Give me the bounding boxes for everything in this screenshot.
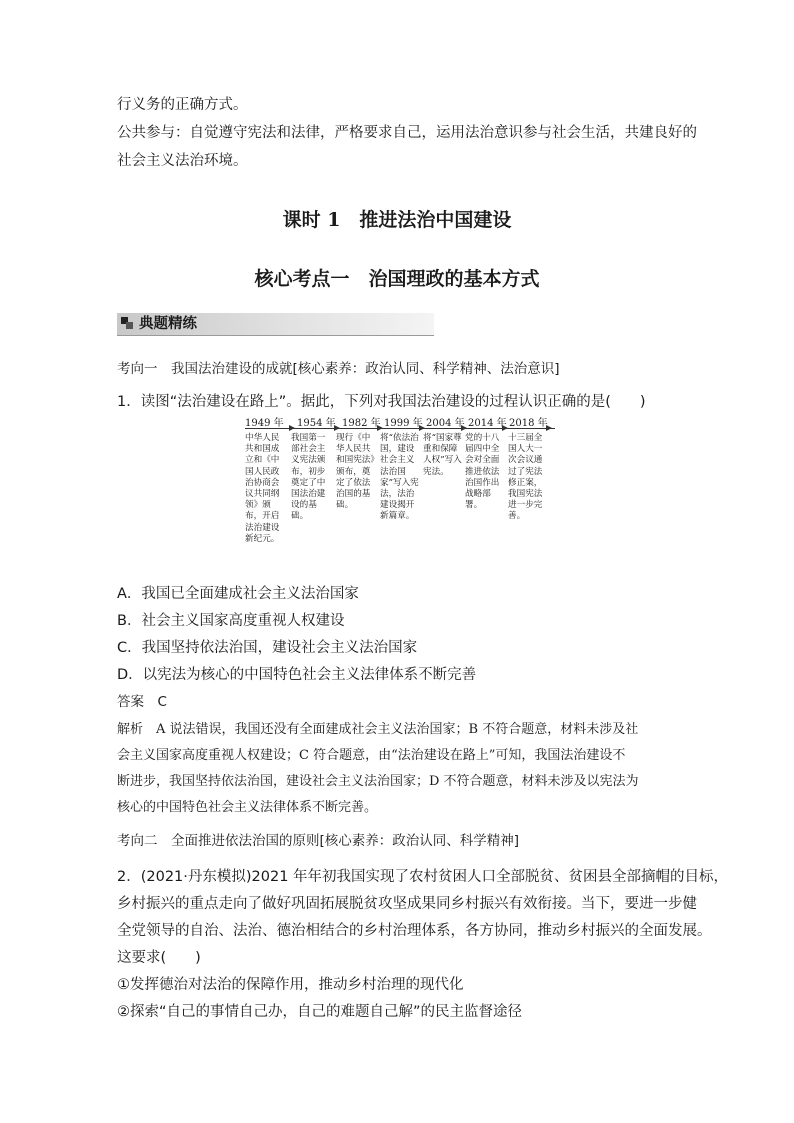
timeline-event: 十三届全国人大一次会议通过了宪法修正案，我国宪法进一步完善。 [508, 433, 543, 522]
q1-answer: 答案 C [117, 694, 167, 710]
timeline-event: 现行《中华人民共和国宪法》颁布，奠定了依法治国的基础。 [336, 433, 375, 511]
timeline-arrow-icon [289, 425, 295, 431]
q2-direction: 考向二 全面推进依法治国的原则[核心素养：政治认同、科学精神] [117, 833, 520, 849]
timeline-event: 将“国家尊重和保障人权”写入宪法。 [423, 433, 462, 477]
q1-option-c: C．我国坚持依法治国，建设社会主义法治国家 [117, 640, 418, 656]
section-header [117, 313, 434, 336]
q2-item: ②探索“自己的事情自己办，自己的难题自己解”的民主监督途径 [117, 1004, 523, 1020]
q2-stem-line: 2．(2021·丹东模拟)2021 年年初我国实现了农村贫困人口全部脱贫、贫困县全部摘帽的目标， [117, 869, 729, 885]
q1-option-d: D．以宪法为核心的中国特色社会主义法律体系不断完善 [117, 667, 477, 683]
q1-analysis-line: 断进步，我国坚持依法治国，建设社会主义法治国家；D 不符合题意，材料未涉及以宪法为 [117, 774, 639, 789]
q1-analysis-line: 会主义国家高度重视人权建设；C 符合题意，由“法治建设在路上”可知，我国法治建设不 [117, 748, 626, 763]
timeline-year: 2018 年 [509, 418, 548, 429]
timeline-event: 将“依法治国，建设社会主义法治国家”写入宪法，法治建设揭开新篇章。 [380, 433, 419, 522]
section-label: 典题精练 [139, 316, 197, 332]
q1-option-b: B．社会主义国家高度重视人权建设 [117, 613, 345, 629]
q1-direction: 考向一 我国法治建设的成就[核心素养：政治认同、科学精神、法治意识] [117, 361, 560, 377]
timeline-figure [245, 418, 555, 568]
q1-stem: 1．读图“法治建设在路上”。据此，下列对我国法治建设的过程认识正确的是( ) [117, 394, 646, 410]
q1-option-a: A．我国已全面建成社会主义法治国家 [117, 586, 359, 602]
core-title: 核心考点一 治国理政的基本方式 [254, 268, 540, 290]
timeline-event: 我国第一部社会主义宪法颁布，初步奠定了中国法治建设的基础。 [291, 433, 326, 522]
intro-line-1: 行义务的正确方式。 [117, 97, 248, 113]
timeline-year: 1982 年 [342, 418, 381, 429]
intro-line-2: 公共参与：自觉遵守宪法和法律，严格要求自己，运用法治意识参与社会生活，共建良好的 [117, 125, 697, 141]
timeline-arrow-icon [546, 425, 552, 431]
timeline-year: 2004 年 [426, 418, 465, 429]
intro-line-3: 社会主义法治环境。 [117, 153, 248, 169]
q2-stem-line: 乡村振兴的重点走向了做好巩固拓展脱贫攻坚成果同乡村振兴有效衔接。当下，要进一步健 [117, 896, 697, 912]
timeline-event: 党的十八届四中全会对全面推进依法治国作出战略部署。 [465, 433, 500, 511]
timeline-arrow-icon [377, 425, 383, 431]
timeline-year: 1954 年 [297, 418, 336, 429]
timeline-event: 中华人民共和国成立和《中国人民政治协商会议共同纲领》颁布，开启法治建设新纪元。 [245, 433, 280, 544]
timeline-arrow-icon [419, 425, 425, 431]
timeline-year: 2014 年 [468, 418, 507, 429]
lesson-title: 课时 1 推进法治中国建设 [282, 209, 512, 231]
q2-stem-line: 全党领导的自治、法治、德治相结合的乡村治理体系，各方协同，推动乡村振兴的全面发展。 [117, 923, 712, 939]
timeline-arrow-icon [461, 425, 467, 431]
timeline-arrow-icon [502, 425, 508, 431]
timeline-year: 1999 年 [384, 418, 423, 429]
q2-item: ①发挥德治对法治的保障作用，推动乡村治理的现代化 [117, 977, 464, 993]
timeline-year: 1949 年 [245, 418, 284, 429]
q1-analysis-line: 核心的中国特色社会主义法律体系不断完善。 [117, 800, 378, 815]
q2-stem-line: 这要求( ) [117, 950, 201, 966]
section-marker-icon-shadow [126, 322, 133, 329]
timeline-arrow-icon [334, 425, 340, 431]
q1-analysis-line: 解析 A 说法错误，我国还没有全面建成社会主义法治国家；B 不符合题意，材料未涉及社 [117, 722, 639, 737]
